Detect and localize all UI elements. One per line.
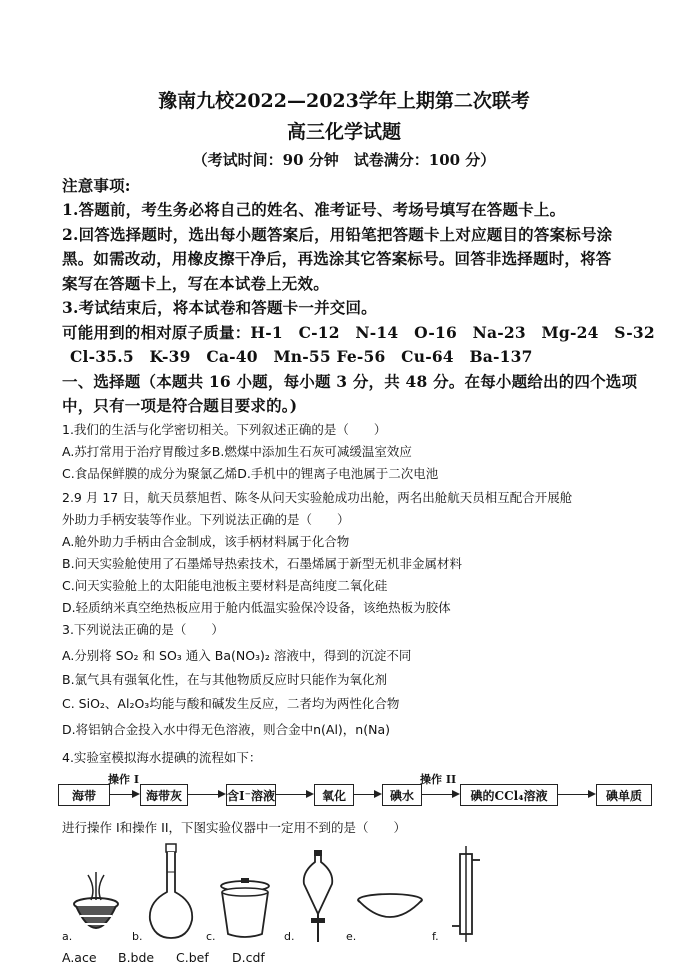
apparatus-label-d: d.	[284, 930, 295, 943]
section-heading-2: 中，只有一项是符合题目要求的。)	[62, 396, 298, 415]
apparatus-label-e: e.	[346, 930, 357, 943]
q2-option-c: C.问天实验舱上的太阳能电池板主要材料是高纯度二氧化硅	[62, 578, 388, 593]
note-1: 1.答题前，考生务必将自己的姓名、准考证号、考场号填写在答题卡上。	[62, 200, 566, 219]
flow-step-iodine-water: 碘水	[382, 784, 422, 806]
q3-option-d: D.将铝钠合金投入水中得无色溶液，则合金中n(Al)，n(Na)	[62, 722, 390, 737]
q2-option-d: D.轻质纳米真空绝热板应用于舱内低温实验保冷设备，该绝热板为胶体	[62, 600, 451, 615]
q2-option-b: B.问天实验舱使用了石墨烯导热索技术，石墨烯属于新型无机非金属材料	[62, 556, 463, 571]
q3-option-a: A.分别将 SO₂ 和 SO₃ 通入 Ba(NO₃)₂ 溶液中，得到的沉淀不同	[62, 648, 412, 663]
q4-question: 进行操作 I和操作 II，下图实验仪器中一定用不到的是（ ）	[62, 820, 407, 835]
flow-step-oxidation: 氧化	[314, 784, 354, 806]
flow-arrow-6	[558, 794, 594, 795]
flow-arrow-1	[110, 794, 138, 795]
op1-label: 操作 I	[108, 773, 139, 786]
section-heading-1: 一、选择题（本题共 16 小题，每小题 3 分，共 48 分。在每小题给出的四个选项	[62, 372, 638, 391]
q2-stem-2: 外助力手柄安装等作业。下列说法正确的是（ ）	[62, 512, 350, 527]
flow-arrow-3	[276, 794, 312, 795]
q4-answer-b: B.bde	[118, 950, 155, 965]
note-2c: 案写在答题卡上，写在本试卷上无效。	[62, 274, 329, 293]
flow-step-iodine-element: 碘单质	[596, 784, 652, 806]
atomic-mass-line-2: Cl-35.5 K-39 Ca-40 Mn-55 Fe-56 Cu-64 Ba-137	[70, 347, 533, 366]
apparatus-label-f: f.	[432, 930, 439, 943]
notes-heading: 注意事项:	[62, 176, 131, 195]
crucible-with-lid-icon	[216, 876, 274, 940]
evaporating-dish-icon	[354, 890, 426, 926]
q1-stem: 1.我们的生活与化学密切相关。下列叙述正确的是（ ）	[62, 422, 387, 437]
flow-arrow-4	[354, 794, 380, 795]
q4-stem: 4.实验室模拟海水提碘的流程如下：	[62, 750, 262, 765]
q3-option-c: C. SiO₂、Al₂O₃均能与酸和碱发生反应，二者均为两性化合物	[62, 696, 400, 711]
q2-option-a: A.舱外助力手柄由合金制成，该手柄材料属于化合物	[62, 534, 350, 549]
page-title: 豫南九校2022—2023学年上期第二次联考	[158, 90, 530, 112]
apparatus-label-a: a.	[62, 930, 73, 943]
q4-answer-d: D.cdf	[232, 950, 265, 965]
exam-info: （考试时间：90 分钟 试卷满分：100 分）	[192, 151, 496, 169]
flow-step-iodide-solution: 含I⁻溶液	[226, 784, 276, 806]
flow-arrow-2	[188, 794, 224, 795]
clay-triangle-crucible-icon	[66, 870, 126, 940]
op2-label: 操作 II	[420, 773, 457, 786]
iodine-flow-chart	[58, 772, 658, 812]
note-2a: 2.回答选择题时，选出每小题答案后，用铅笔把答题卡上对应题目的答案标号涂	[62, 225, 613, 244]
q4-answer-c: C.bef	[176, 950, 209, 965]
note-2b: 黑。如需改动，用橡皮擦干净后，再选涂其它答案标号。回答非选择题时，将答	[62, 249, 612, 268]
flow-step-kelp-ash: 海带灰	[140, 784, 188, 806]
page-subtitle: 高三化学试题	[286, 121, 401, 143]
atomic-mass-line-1: 可能用到的相对原子质量：H-1 C-12 N-14 O-16 Na-23 Mg-24 S-32	[62, 323, 655, 342]
q4-answer-a: A.ace	[62, 950, 97, 965]
volumetric-flask-icon	[146, 842, 196, 942]
q1-options-cd: C.食品保鲜膜的成分为聚氯乙烯D.手机中的锂离子电池属于二次电池	[62, 466, 439, 481]
separatory-funnel-icon	[298, 848, 338, 944]
q1-options-ab: A.苏打常用于治疗胃酸过多B.燃煤中添加生石灰可减缓温室效应	[62, 444, 412, 459]
q3-option-b: B.氯气具有强氧化性，在与其他物质反应时只能作为氧化剂	[62, 672, 388, 687]
condenser-icon	[446, 846, 486, 944]
flow-step-kelp: 海带	[58, 784, 110, 806]
apparatus-label-b: b.	[132, 930, 143, 943]
q2-stem-1: 2.9 月 17 日，航天员蔡旭哲、陈冬从问天实验舱成功出舱，两名出舱航天员相互配合开展舱	[62, 490, 573, 505]
note-3: 3.考试结束后，将本试卷和答题卡一并交回。	[62, 298, 377, 317]
apparatus-label-c: c.	[206, 930, 216, 943]
flow-arrow-5	[422, 794, 458, 795]
q3-stem: 3.下列说法正确的是（ ）	[62, 622, 224, 637]
flow-step-iodine-ccl4: 碘的CCl₄溶液	[460, 784, 558, 806]
